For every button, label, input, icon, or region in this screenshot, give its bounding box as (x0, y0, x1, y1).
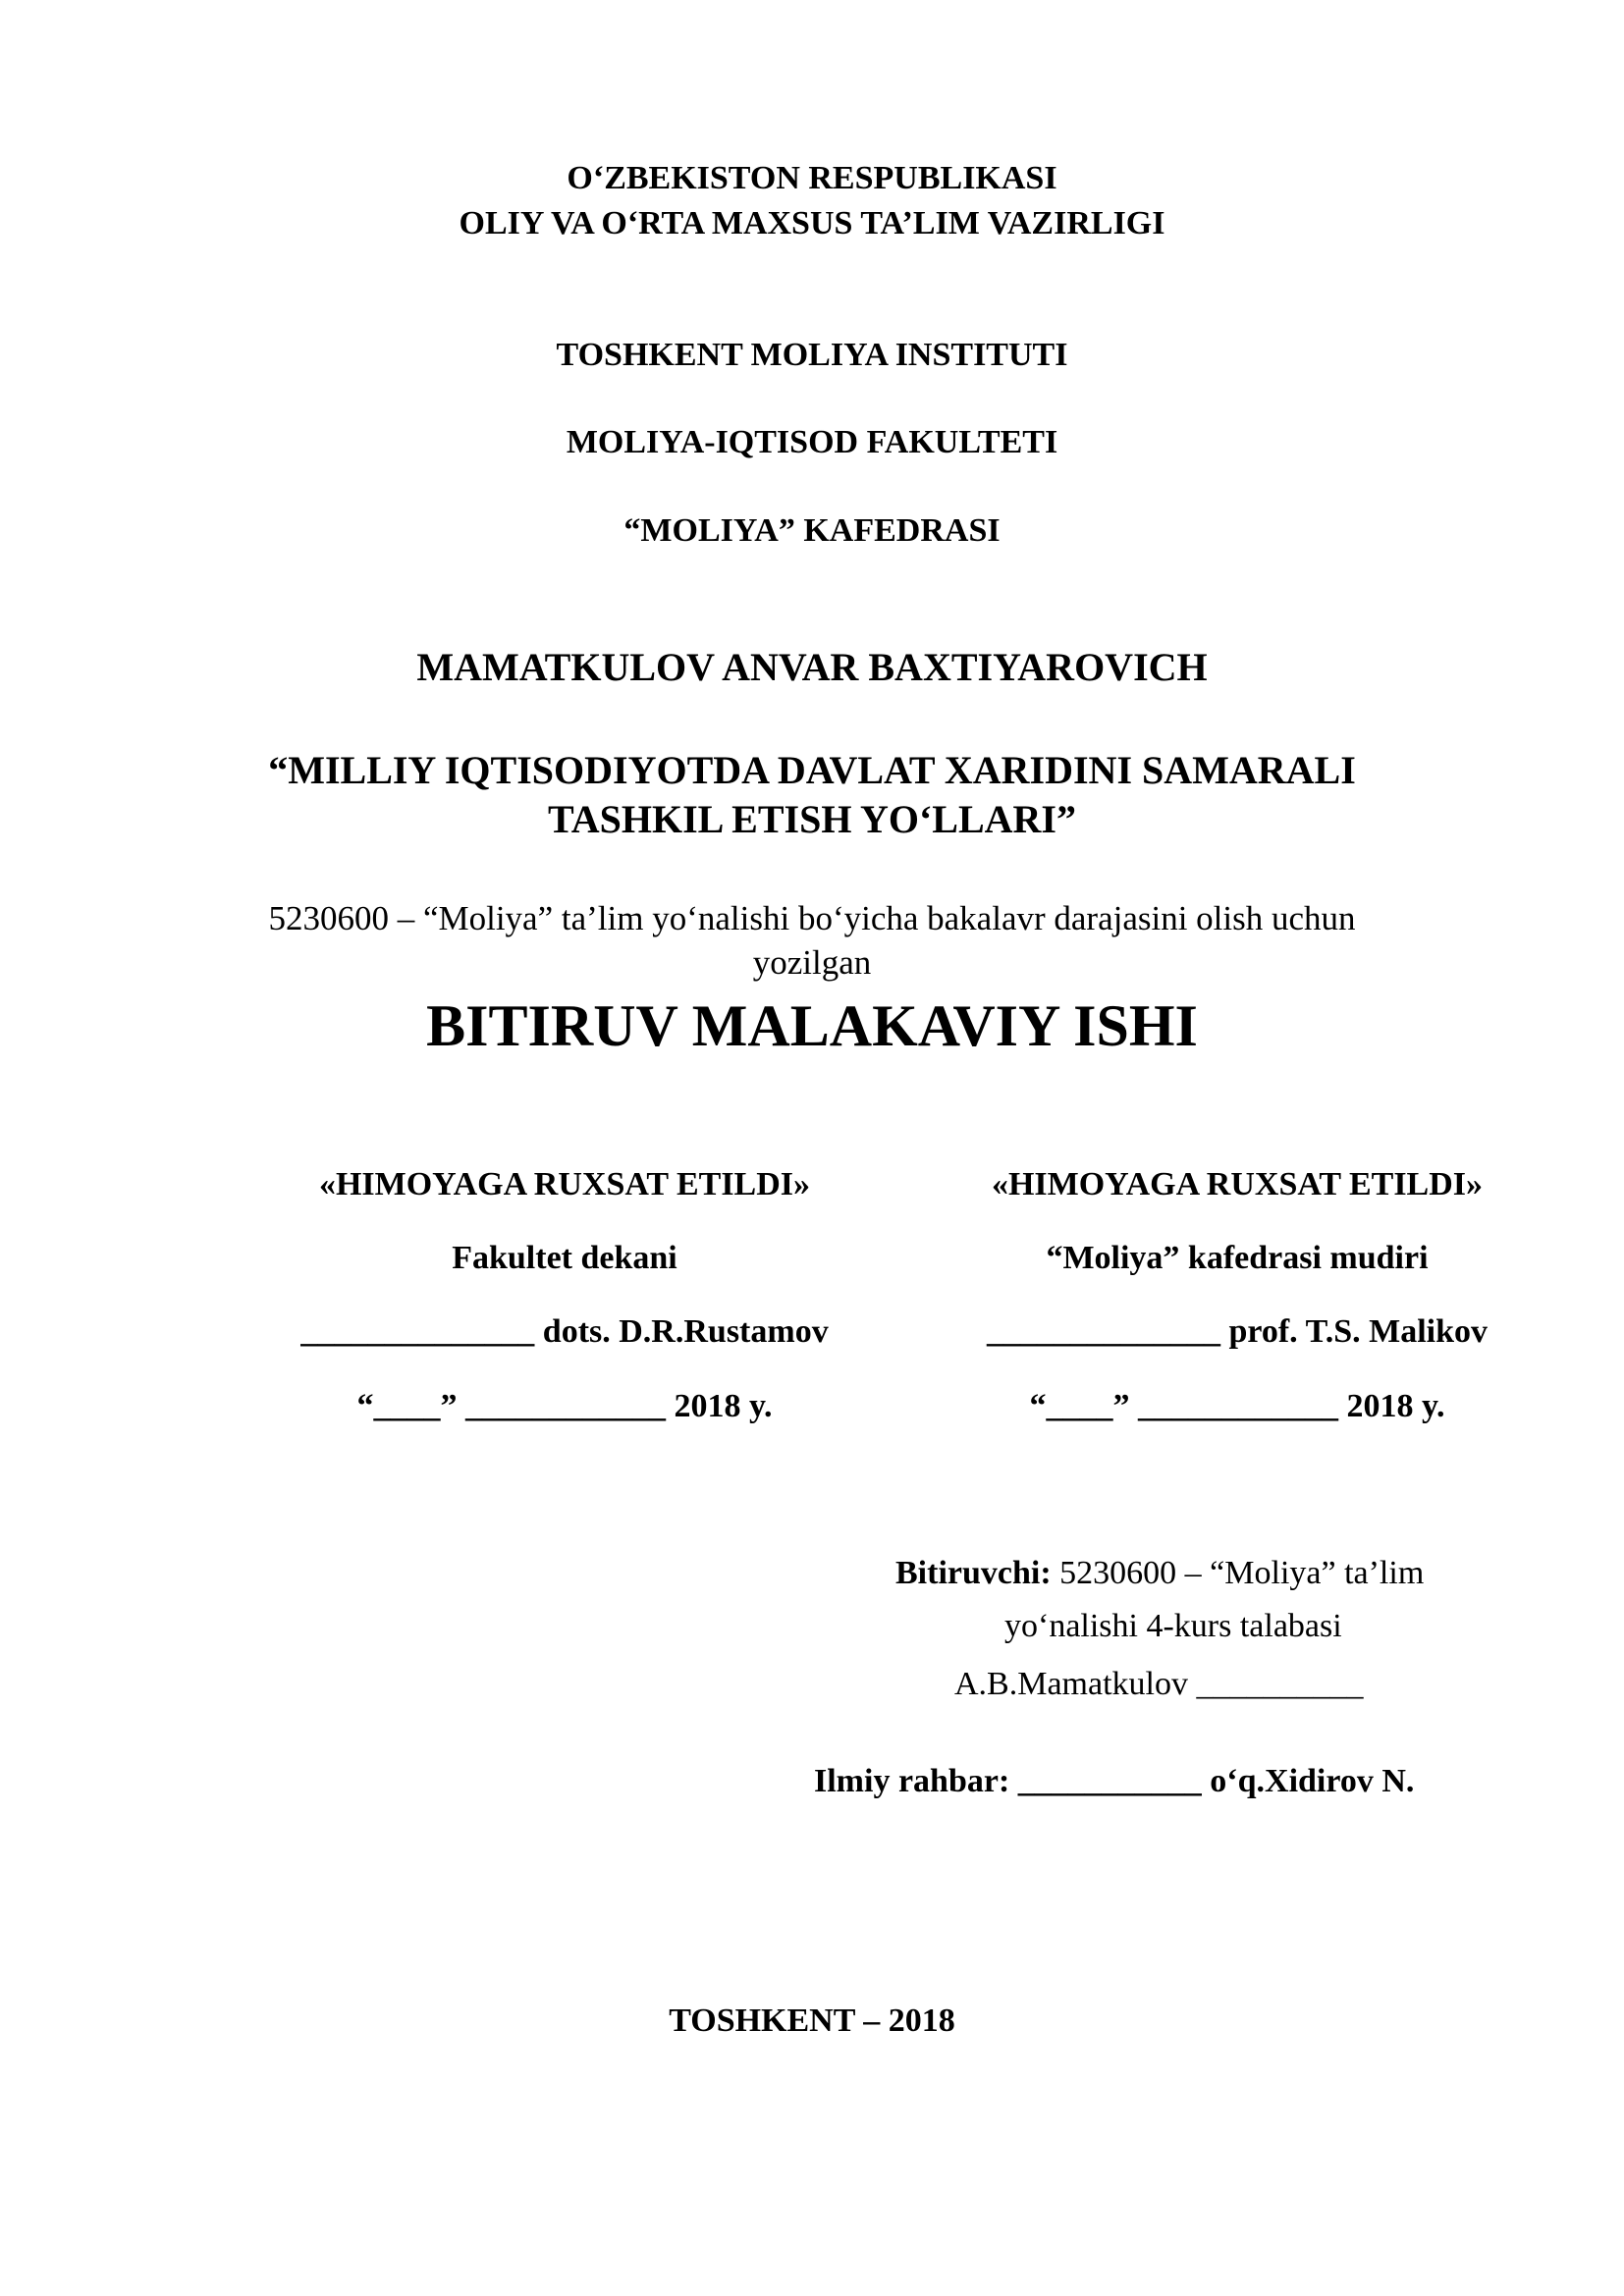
graduate-program: 5230600 – “Moliya” ta’lim (1051, 1555, 1425, 1591)
republic-line: O‘ZBEKISTON RESPUBLIKASI (567, 160, 1057, 196)
approval-right-heading: «HIMOYAGA RUXSAT ETILDI» (991, 1166, 1484, 1202)
supervisor-name: ___________ o‘q.Xidirov N. (1009, 1763, 1415, 1799)
approval-right-date: “____” ____________ 2018 y. (1029, 1388, 1445, 1424)
graduate-label: Bitiruvchi: (895, 1555, 1052, 1591)
document-type: BITIRUV MALAKAVIY ISHI (426, 993, 1198, 1058)
thesis-title-line1: “MILLIY IQTISODIYOTDA DAVLAT XARIDINI SAMARALI (268, 748, 1356, 792)
approval-left-date: “____” ____________ 2018 y. (356, 1388, 773, 1424)
approval-right-role: “Moliya” kafedrasi mudiri (1046, 1240, 1429, 1276)
thesis-title-line2: TASHKIL ETISH YO‘LLARI” (548, 797, 1076, 841)
graduate-line3: A.B.Mamatkulov __________ (954, 1666, 1364, 1702)
approval-right-signature: ______________ prof. T.S. Malikov (986, 1313, 1489, 1350)
ministry-line: OLIY VA O‘RTA MAXSUS TA’LIM VAZIRLIGI (459, 205, 1165, 241)
approval-left-signature: ______________ dots. D.R.Rustamov (300, 1313, 829, 1350)
approval-left-role: Fakultet dekani (452, 1240, 677, 1276)
city-year: TOSHKENT – 2018 (669, 2002, 955, 2039)
approval-left-heading: «HIMOYAGA RUXSAT ETILDI» (318, 1166, 811, 1202)
subtitle-line2: yozilgan (752, 943, 872, 982)
graduate-line1 (895, 1557, 1424, 1590)
faculty-name: MOLIYA-IQTISOD FAKULTETI (566, 424, 1058, 460)
supervisor-line (814, 1765, 1414, 1798)
graduate-line2: yo‘nalishi 4-kurs talabasi (1004, 1608, 1342, 1644)
subtitle-line1: 5230600 – “Moliya” ta’lim yo‘nalishi bo‘yicha bakalavr darajasini olish uchun (268, 899, 1356, 937)
institute-name: TOSHKENT MOLIYA INSTITUTI (556, 337, 1068, 373)
author-name: MAMATKULOV ANVAR BAXTIYAROVICH (416, 645, 1208, 689)
supervisor-label: Ilmiy rahbar: (814, 1763, 1010, 1799)
department-name: “MOLIYA” KAFEDRASI (623, 512, 1001, 549)
